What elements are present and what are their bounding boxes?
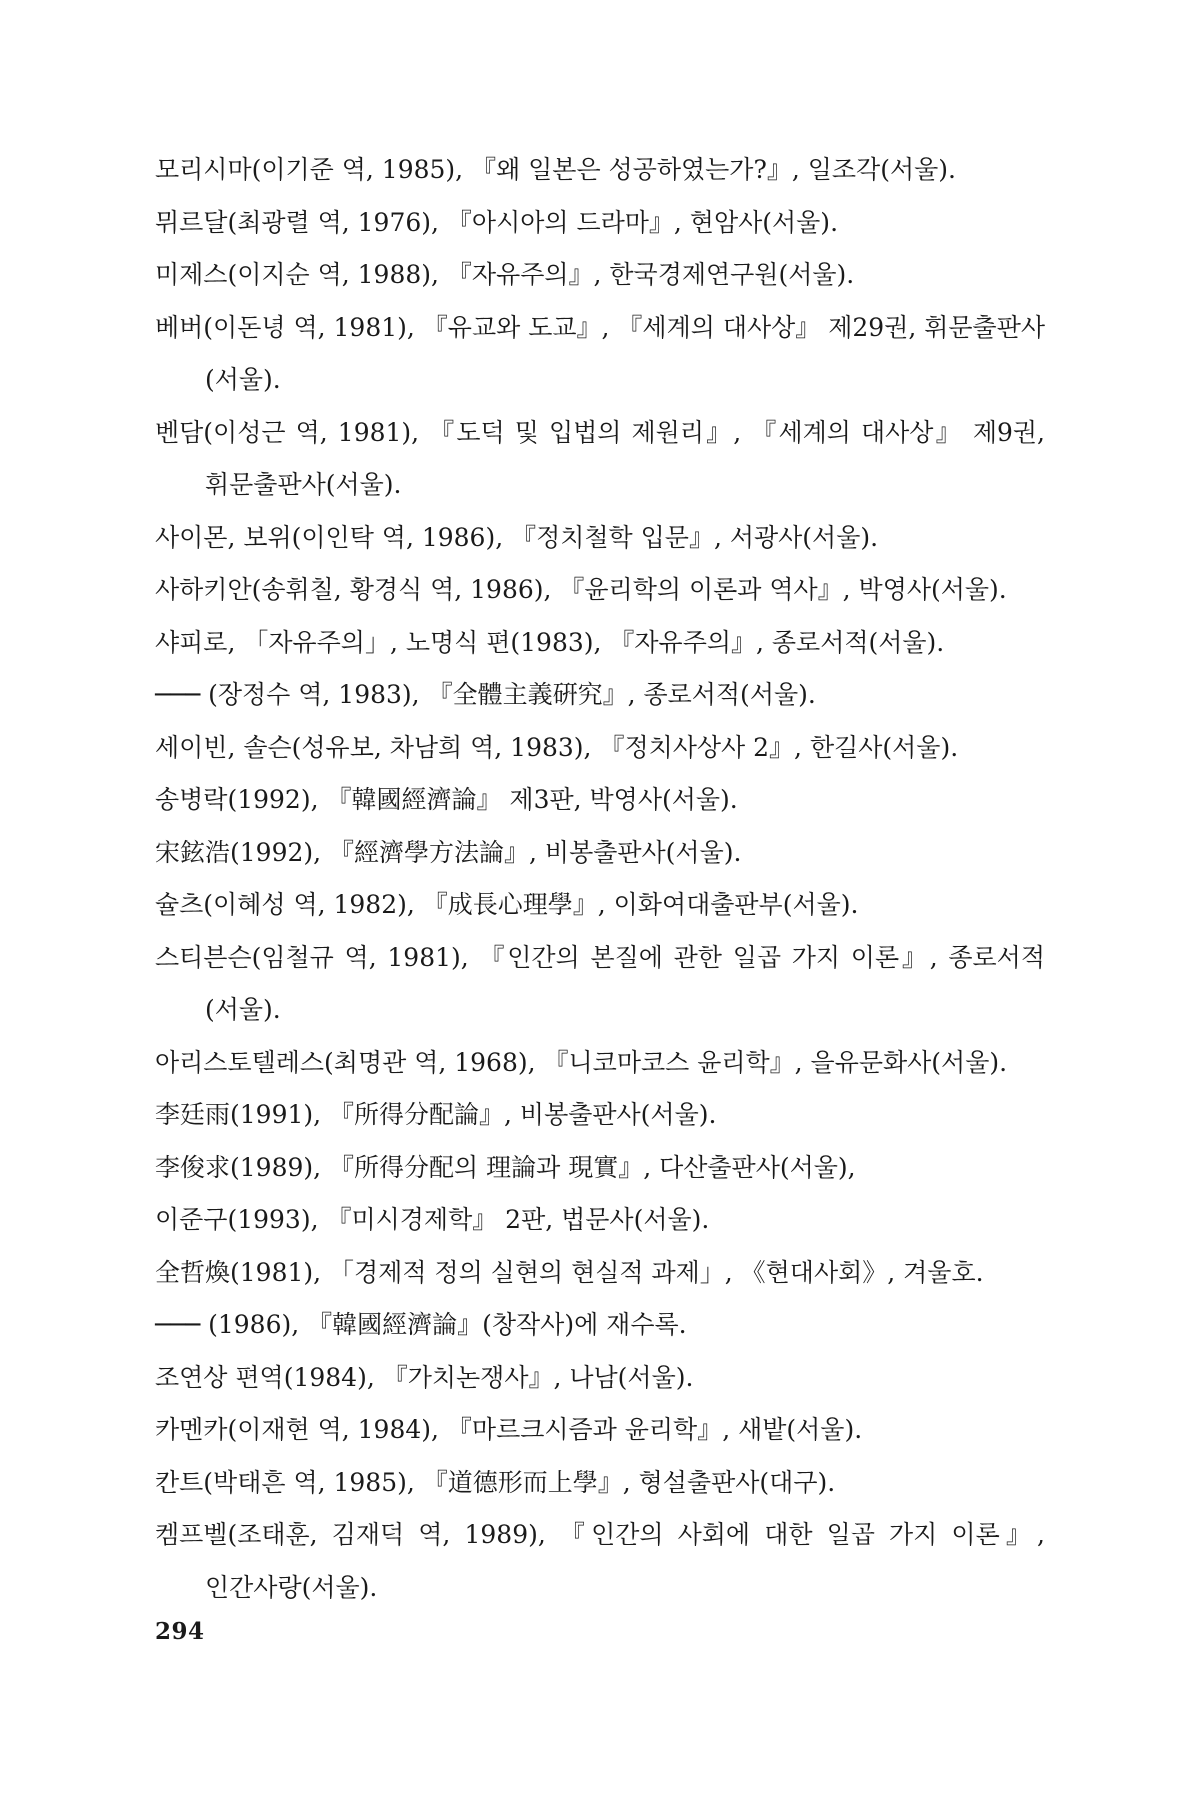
reference-entry: 이준구(1993), 『미시경제학』 2판, 법문사(서울). xyxy=(155,1205,710,1234)
reference-entry: 모리시마(이기준 역, 1985), 『왜 일본은 성공하였는가?』, 일조각(서울). xyxy=(155,155,956,184)
page-number: 294 xyxy=(155,1618,205,1645)
reference-entry: 사이몬, 보위(이인탁 역, 1986), 『정치철학 입문』, 서광사(서울). xyxy=(155,522,879,552)
reference-entry: 全哲煥(1981), 「경제적 정의 실현의 현실적 과제」, 《현대사회》, 겨울호. xyxy=(155,1257,984,1287)
reference-entry: 샤피로, 「자유주의」, 노명식 편(1983), 『자유주의』, 종로서적(서울). xyxy=(155,627,945,657)
reference-entry: ─── (장정수 역, 1983), 『全體主義硏究』, 종로서적(서울). xyxy=(155,680,816,709)
reference-entry: 세이빈, 솔슨(성유보, 차남희 역, 1983), 『정치사상사 2』, 한길사(서울). xyxy=(155,732,959,762)
reference-entry: 송병락(1992), 『韓國經濟論』 제3판, 박영사(서울). xyxy=(155,785,738,814)
reference-entry: 아리스토텔레스(최명관 역, 1968), 『니코마코스 윤리학』, 을유문화사(서울). xyxy=(155,1047,1008,1077)
reference-entry: 李廷雨(1991), 『所得分配論』, 비봉출판사(서울). xyxy=(155,1100,717,1129)
reference-entry: 칸트(박태흔 역, 1985), 『道德形而上學』, 형설출판사(대구). xyxy=(155,1467,836,1497)
reference-entry: 조연상 편역(1984), 『가치논쟁사』, 나남(서울). xyxy=(155,1362,694,1392)
reference-entry: 뮈르달(최광렬 역, 1976), 『아시아의 드라마』, 현암사(서울). xyxy=(155,207,839,237)
reference-entry: ─── (1986), 『韓國經濟論』(창작사)에 재수록. xyxy=(155,1310,687,1339)
reference-entry: 슐츠(이혜성 역, 1982), 『成長心理學』, 이화여대출판부(서울). xyxy=(155,890,859,919)
reference-entry: 스티븐슨(임철규 역, 1981), 『인간의 본질에 관한 일곱 가지 이론』, 종로서적(서울). xyxy=(155,942,1045,1024)
reference-entry: 벤담(이성근 역, 1981), 『도덕 및 입법의 제원리』, 『세계의 대사상』 제9권, 휘문출판사(서울). xyxy=(155,417,1045,499)
reference-entry: 베버(이돈녕 역, 1981), 『유교와 도교』, 『세계의 대사상』 제29권, 휘문출판사 (서울). xyxy=(155,312,1045,394)
reference-entry: 카멘카(이재현 역, 1984), 『마르크시즘과 윤리학』, 새밭(서울). xyxy=(155,1415,863,1444)
reference-entry: 李俊求(1989), 『所得分配의 理論과 現實』, 다산출판사(서울), xyxy=(155,1152,856,1182)
bibliography-list xyxy=(155,144,1045,1614)
reference-entry: 宋鉉浩(1992), 『經濟學方法論』, 비봉출판사(서울). xyxy=(155,837,742,867)
reference-entry: 켐프벨(조태훈, 김재덕 역, 1989), 『인간의 사회에 대한 일곱 가지 이론』, 인간사랑(서울). xyxy=(155,1520,1045,1602)
reference-entry: 미제스(이지순 역, 1988), 『자유주의』, 한국경제연구원(서울). xyxy=(155,260,855,289)
reference-entry: 사하키안(송휘칠, 황경식 역, 1986), 『윤리학의 이론과 역사』, 박영사(서울). xyxy=(155,575,1007,604)
